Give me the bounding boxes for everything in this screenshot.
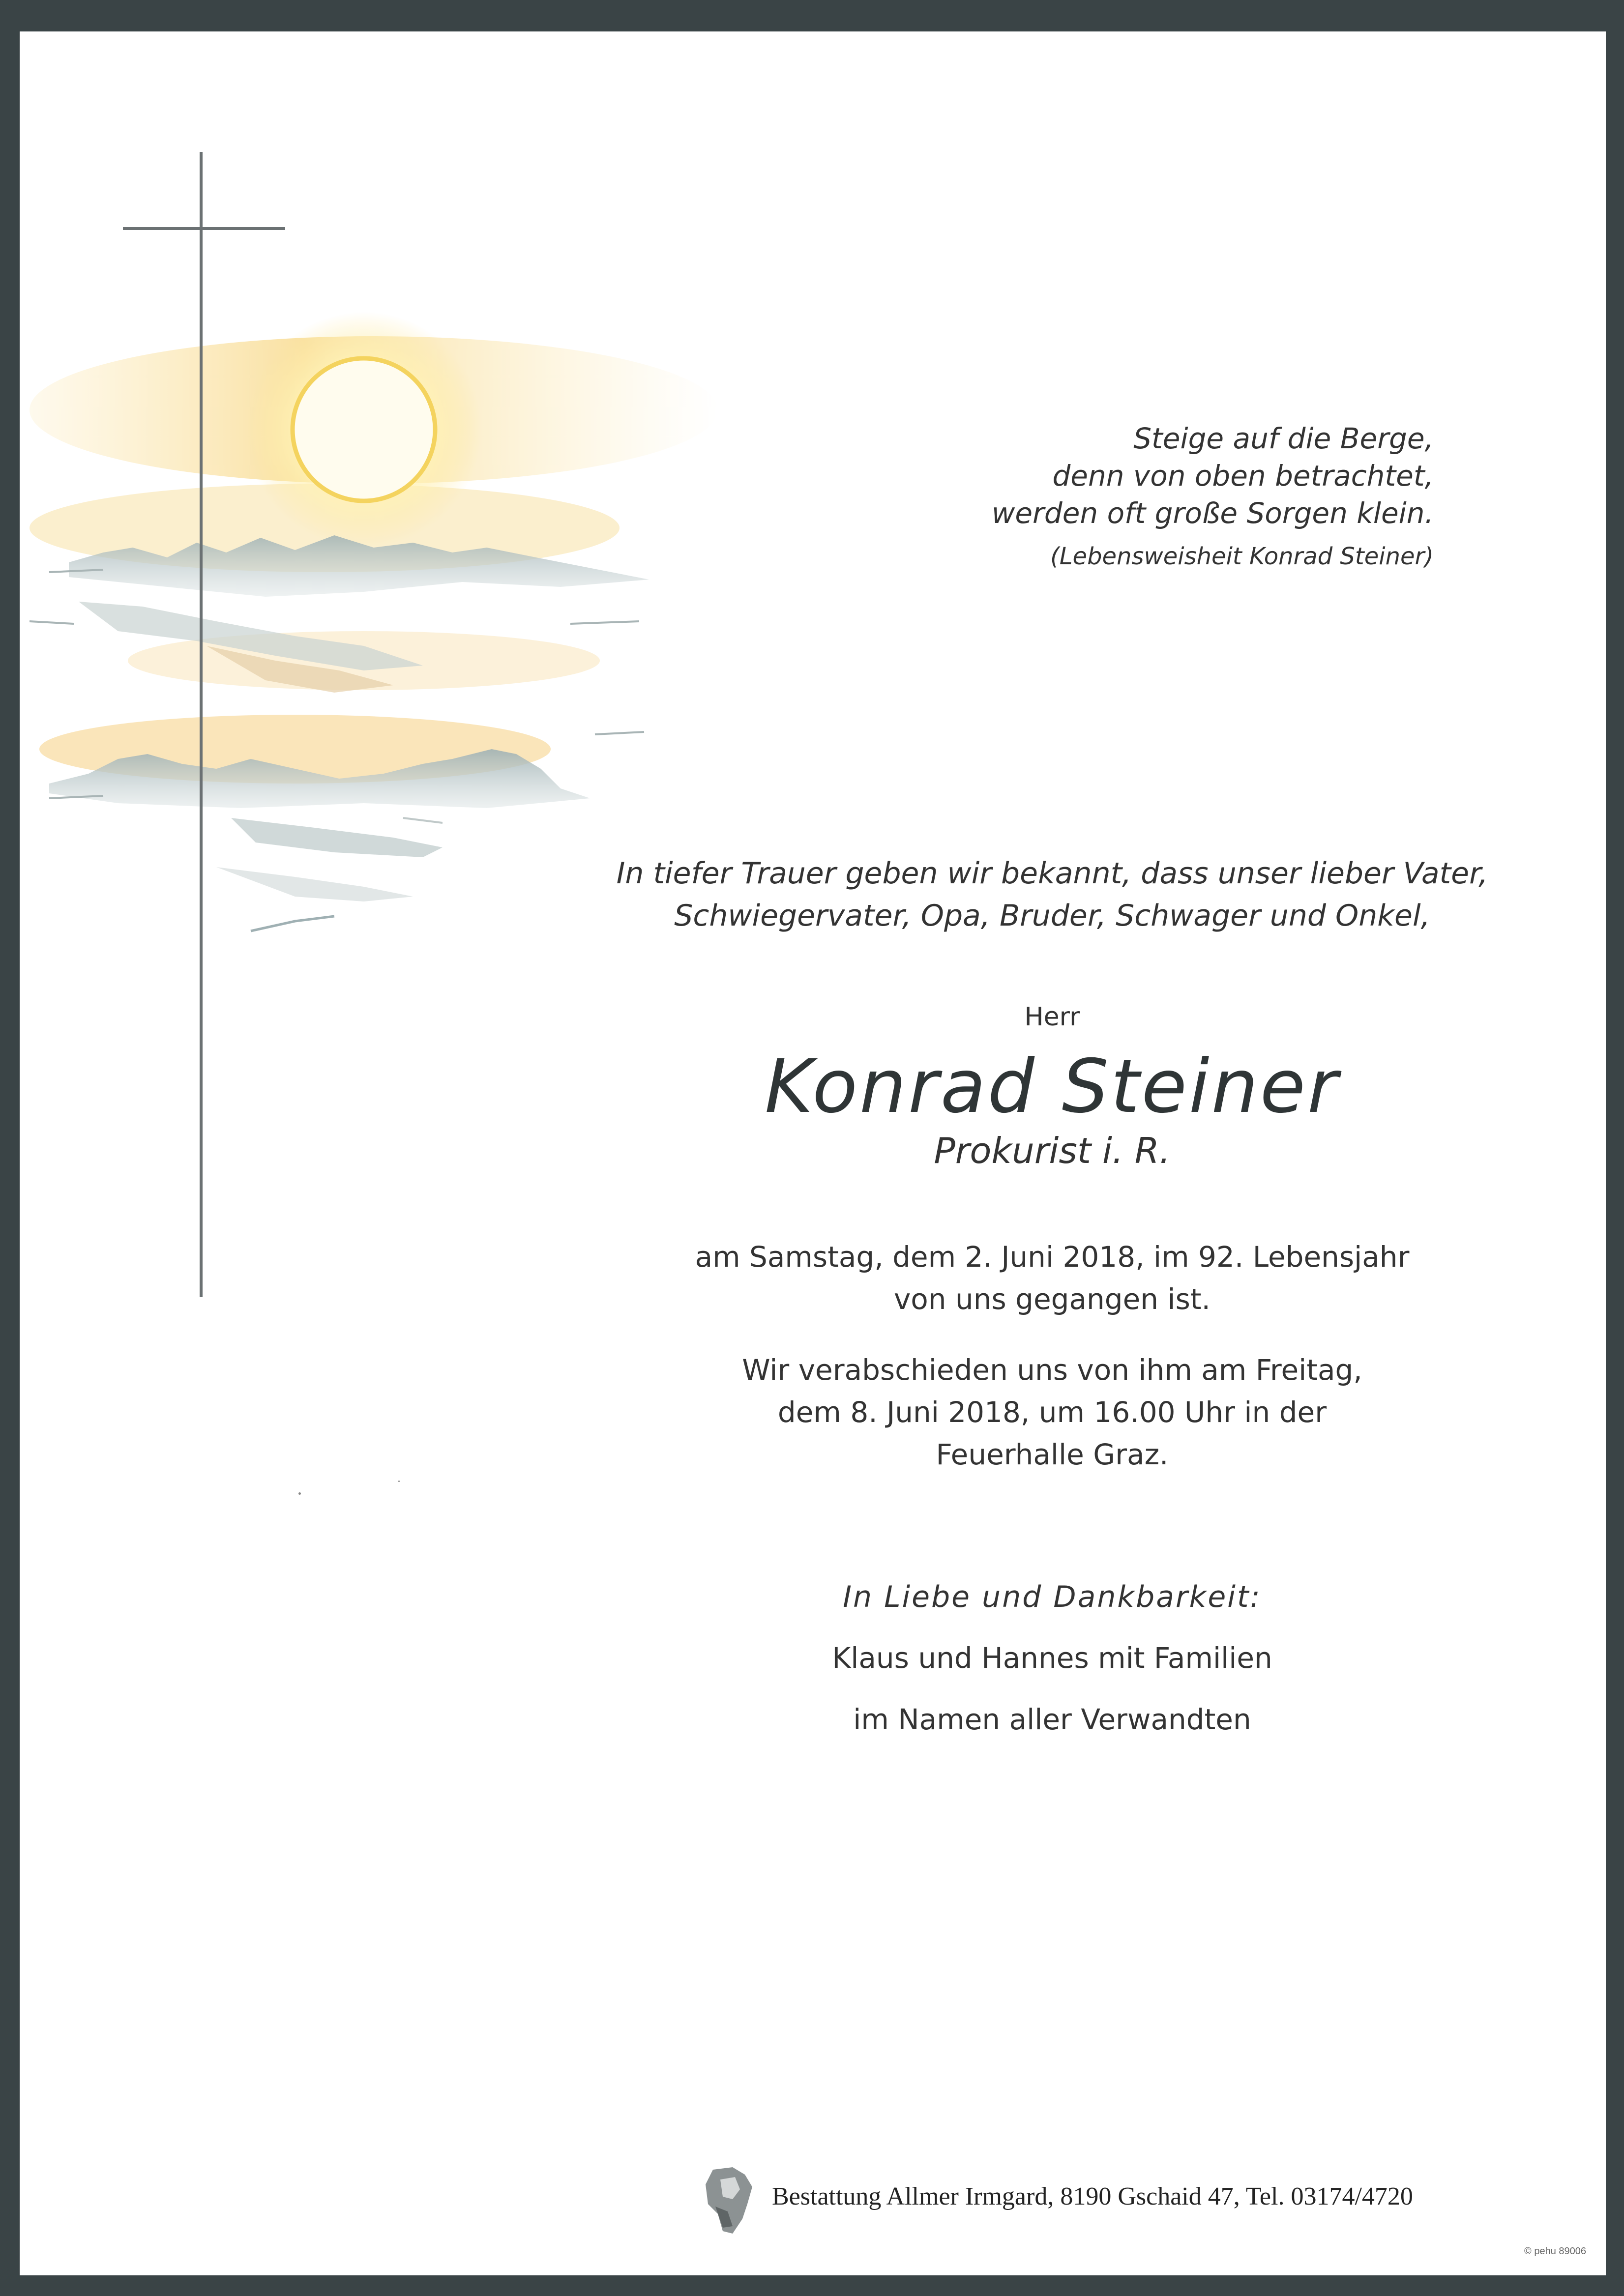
undertaker-footer <box>698 2165 1534 2238</box>
passing-line: am Samstag, dem 2. Juni 2018, im 92. Lebensjahr <box>695 1240 1410 1274</box>
motto-line: werden oft große Sorgen klein. <box>991 496 1434 530</box>
decorative-dot <box>298 1492 301 1495</box>
deceased-title: Prokurist i. R. <box>934 1130 1171 1171</box>
salutation: Herr <box>1024 1002 1080 1032</box>
mourners-family: Klaus und Hannes mit Familien <box>832 1641 1272 1675</box>
deceased-name: Konrad Steiner <box>765 1044 1340 1130</box>
mountain-range-lower <box>49 749 590 931</box>
announcement-line: Schwiegervater, Opa, Bruder, Schwager und Onkel, <box>674 899 1430 933</box>
motto-source: (Lebensweisheit Konrad Steiner) <box>1050 543 1434 570</box>
decorative-dot <box>398 1481 400 1482</box>
sun-icon <box>246 312 482 548</box>
farewell-ceremony-text <box>585 1349 1519 1476</box>
mourners-heading: In Liebe und Dankbarkeit: <box>843 1580 1262 1614</box>
print-code: © pehu 89006 <box>1524 2246 1586 2257</box>
motto-line: Steige auf die Berge, <box>1133 422 1434 455</box>
farewell-line: Wir verabschieden uns von ihm am Freitag, <box>742 1353 1362 1387</box>
undertaker-logo-icon <box>698 2165 762 2238</box>
farewell-line: dem 8. Juni 2018, um 16.00 Uhr in der <box>777 1395 1327 1429</box>
motto-line: denn von oben betrachtet, <box>1052 459 1434 493</box>
farewell-line: Feuerhalle Graz. <box>936 1438 1169 1471</box>
announcement-line: In tiefer Trauer geben wir bekannt, dass unser lieber Vater, <box>616 856 1488 891</box>
announcement-text <box>585 852 1519 937</box>
mourners-relatives: im Namen aller Verwandten <box>853 1703 1251 1736</box>
passing-line: von uns gegangen ist. <box>893 1282 1211 1316</box>
obituary-page <box>20 31 1606 2275</box>
undertaker-address: Bestattung Allmer Irmgard, 8190 Gschaid 47, Tel. 03174/4720 <box>772 2182 1413 2210</box>
motto-quote <box>992 420 1434 532</box>
passing-date-text <box>585 1236 1519 1320</box>
